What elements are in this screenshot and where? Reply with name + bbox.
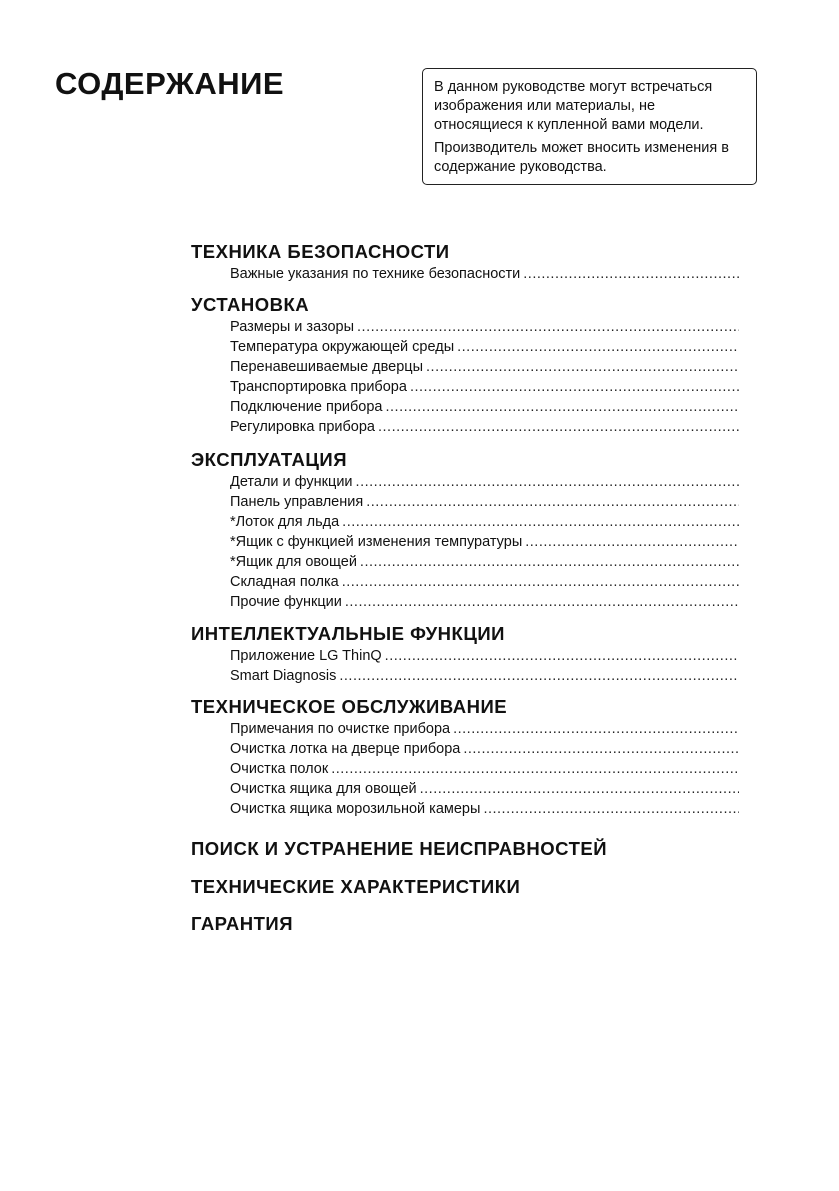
dot-leader <box>345 592 739 612</box>
toc-entry[interactable] <box>230 472 739 492</box>
toc-entry-list <box>191 719 739 819</box>
toc-entry[interactable] <box>230 799 739 819</box>
dot-leader <box>463 739 739 759</box>
dot-leader <box>420 779 739 799</box>
toc-entry-label: Подключение прибора <box>230 399 383 415</box>
toc-entry[interactable] <box>230 759 739 779</box>
toc-entry-label: Smart Diagnosis <box>230 668 337 684</box>
toc-entry[interactable] <box>230 317 739 337</box>
toc-entry-label: Размеры и зазоры <box>230 319 355 335</box>
dot-leader <box>385 397 739 417</box>
toc-entry[interactable] <box>230 592 739 612</box>
toc-entry-list <box>191 646 739 686</box>
toc-section <box>191 912 739 936</box>
toc-entry[interactable] <box>230 377 739 397</box>
toc-entry-label: *Ящик с функцией изменения темпуратуры <box>230 534 523 550</box>
dot-leader <box>378 417 739 437</box>
page-title: СОДЕРЖАНИЕ <box>55 66 285 101</box>
toc-section-title[interactable]: ИНТЕЛЛЕКТУАЛЬНЫЕ ФУНКЦИИ <box>191 623 505 644</box>
toc-section-title[interactable]: ТЕХНИКА БЕЗОПАСНОСТИ <box>191 241 450 262</box>
toc-entry-label: Регулировка прибора <box>230 419 375 435</box>
toc-entry-label: Прочие функции <box>230 594 342 610</box>
toc-entry[interactable] <box>230 512 739 532</box>
toc-entry[interactable] <box>230 552 739 572</box>
toc-entry-label: Панель управления <box>230 494 364 510</box>
notice-text-changes: Производитель может вносить изменения в содержание руководства. <box>434 140 729 175</box>
dot-leader <box>385 646 739 666</box>
dot-leader <box>356 472 739 492</box>
dot-leader <box>523 264 739 284</box>
toc-entry-list <box>191 264 739 284</box>
toc-section <box>191 695 739 819</box>
dot-leader <box>483 799 739 819</box>
toc-entry-label: Очистка ящика морозильной камеры <box>230 801 481 817</box>
dot-leader <box>331 759 739 779</box>
toc-entry[interactable] <box>230 492 739 512</box>
toc-entry-label: Приложение LG ThinQ <box>230 648 382 664</box>
toc-section <box>191 837 739 861</box>
toc-entry[interactable] <box>230 719 739 739</box>
toc-entry-label: Важные указания по технике безопасности <box>230 266 521 282</box>
toc-entry[interactable] <box>230 532 739 552</box>
toc-entry-label: Температура окружающей среды <box>230 339 455 355</box>
toc-entry[interactable] <box>230 666 739 686</box>
toc-entry-label: Очистка ящика для овощей <box>230 781 417 797</box>
toc-entry-label: Очистка полок <box>230 761 329 777</box>
dot-leader <box>342 512 739 532</box>
toc-entry[interactable] <box>230 357 739 377</box>
toc-entry[interactable] <box>230 739 739 759</box>
dot-leader <box>360 552 739 572</box>
toc-entry[interactable] <box>230 417 739 437</box>
dot-leader <box>453 719 739 739</box>
toc-section-title[interactable]: УСТАНОВКА <box>191 294 310 315</box>
toc-entry-label: Транспортировка прибора <box>230 379 407 395</box>
toc-entry-label: Перенавешиваемые дверцы <box>230 359 424 375</box>
dot-leader <box>339 666 739 686</box>
toc-section <box>191 240 739 284</box>
notice-box <box>422 68 757 185</box>
toc-section-title[interactable]: ТЕХНИЧЕСКОЕ ОБСЛУЖИВАНИЕ <box>191 696 508 717</box>
dot-leader <box>410 377 739 397</box>
toc-entry-label: Складная полка <box>230 574 339 590</box>
toc-entry[interactable] <box>230 572 739 592</box>
toc-section <box>191 875 739 899</box>
toc-section-title[interactable]: ЭКСПЛУАТАЦИЯ <box>191 449 348 470</box>
dot-leader <box>426 357 739 377</box>
dot-leader <box>357 317 739 337</box>
toc-entry[interactable] <box>230 646 739 666</box>
toc-entry-list <box>191 472 739 612</box>
toc-entry[interactable] <box>230 779 739 799</box>
dot-leader <box>457 337 739 357</box>
toc-entry-label: Детали и функции <box>230 474 353 490</box>
notice-text-models: В данном руководстве могут встречаться изображения или материалы, не относящиеся к купленной вами модели. <box>434 79 713 133</box>
toc-entry[interactable] <box>230 337 739 357</box>
dot-leader <box>366 492 739 512</box>
toc-entry[interactable] <box>230 397 739 417</box>
toc-section-title[interactable]: ПОИСК И УСТРАНЕНИЕ НЕИСПРАВНОСТЕЙ <box>191 838 608 859</box>
toc-section-title[interactable]: ТЕХНИЧЕСКИЕ ХАРАКТЕРИСТИКИ <box>191 876 521 897</box>
toc-entry-label: *Ящик для овощей <box>230 554 357 570</box>
toc-section <box>191 293 739 437</box>
toc-entry-label: Примечания по очистке прибора <box>230 721 451 737</box>
toc-section <box>191 622 739 686</box>
toc-entry-list <box>191 317 739 437</box>
table-of-contents <box>191 240 739 936</box>
toc-entry-label: *Лоток для льда <box>230 514 340 530</box>
toc-section-title[interactable]: ГАРАНТИЯ <box>191 913 294 934</box>
toc-entry-label: Очистка лотка на дверце прибора <box>230 741 461 757</box>
dot-leader <box>525 532 739 552</box>
dot-leader <box>342 572 739 592</box>
toc-section <box>191 448 739 612</box>
toc-entry[interactable] <box>230 264 739 284</box>
